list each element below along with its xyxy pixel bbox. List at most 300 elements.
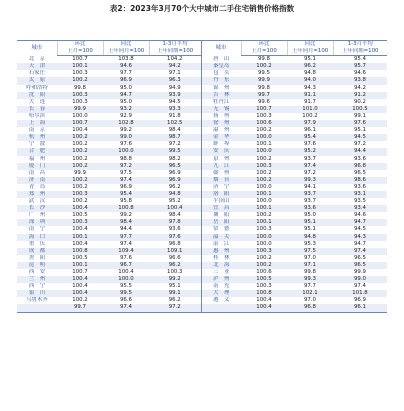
index-value-cell: 92.9: [119, 112, 132, 119]
index-value-cell: 96.9: [168, 169, 181, 176]
index-value-cell: 93.4: [333, 205, 387, 212]
index-value-cell: 100.2: [256, 254, 272, 261]
header-mom-right: 环比: [241, 41, 287, 49]
city-cell: 昆 明: [17, 262, 57, 269]
index-value-cell: 100.1: [57, 262, 103, 269]
index-value-cell: 97.2: [168, 141, 181, 148]
city-cell: 泉 州: [201, 156, 241, 163]
index-value-cell: 97.7: [119, 70, 132, 77]
index-value-cell: 93.6: [168, 226, 181, 233]
index-value-cell: 94.7: [353, 240, 366, 247]
index-value-cell: 98.7: [149, 134, 201, 141]
index-value-cell: 99.9: [241, 77, 287, 84]
index-value-cell: 94.7: [103, 92, 149, 99]
city-cell: 三 亚: [201, 269, 241, 276]
index-value-cell: 97.2: [353, 141, 366, 148]
city-cell: 扬 州: [201, 113, 241, 120]
index-value-cell: 95.1: [168, 283, 181, 290]
table-row: [17, 248, 387, 255]
index-value-cell: 93.7: [303, 155, 316, 162]
city-cell: 南 宁: [28, 226, 46, 233]
city-cell: 上 海: [17, 120, 57, 127]
index-value-cell: 99.0: [333, 276, 387, 283]
index-value-cell: 99.2: [119, 127, 132, 134]
index-value-cell: 97.0: [303, 297, 316, 304]
city-cell: 襄 阳: [201, 212, 241, 219]
index-value-cell: 99.8: [257, 56, 270, 63]
index-value-cell: 99.2: [119, 212, 132, 219]
index-value-cell: 95.0: [119, 84, 132, 91]
table-row: [17, 70, 387, 77]
table-row: [17, 148, 387, 155]
index-value-cell: 95.8: [119, 198, 132, 205]
index-value-cell: 100.0: [241, 134, 287, 141]
index-value-cell: 96.9: [149, 177, 201, 184]
index-value-cell: 99.9: [73, 169, 86, 176]
city-cell: 平顶山: [201, 198, 241, 205]
index-value-cell: 100.0: [241, 148, 287, 155]
index-value-cell: 100.2: [57, 134, 103, 141]
city-cell: 洛 阳: [201, 191, 241, 198]
table-row: [17, 127, 387, 134]
table-row: [17, 184, 387, 191]
index-value-cell: 97.4: [103, 304, 149, 312]
city-cell: 海 口: [17, 234, 57, 241]
index-value-cell: 103.8: [118, 56, 134, 63]
index-value-cell: 99.5: [103, 290, 149, 297]
index-value-cell: 100.8: [103, 205, 149, 212]
index-value-cell: 97.6: [119, 141, 132, 148]
index-value-cell: 95.2: [168, 198, 181, 205]
header-mom-left: 环比: [57, 41, 103, 49]
index-value-cell: 100.6: [256, 269, 272, 275]
index-value-cell: 97.6: [333, 120, 387, 127]
header-yoy-left: 同比: [103, 41, 149, 49]
city-cell: 重 庆: [28, 240, 46, 247]
city-cell: 福 州: [28, 155, 46, 162]
index-value-cell: 99.3: [287, 276, 333, 283]
index-value-cell: 96.2: [287, 63, 333, 70]
index-value-cell: 97.1: [168, 70, 181, 77]
index-value-cell: 91.2: [333, 92, 387, 99]
index-value-cell: 100.4: [118, 269, 134, 275]
index-value-cell: 93.5: [353, 198, 366, 205]
index-value-cell: 93.1: [333, 191, 387, 198]
index-value-cell: 97.9: [287, 120, 333, 127]
index-value-cell: 100.1: [241, 219, 287, 226]
table-row: [17, 262, 387, 269]
city-cell: 厦 门: [17, 163, 57, 170]
index-value-cell: 97.4: [333, 248, 387, 255]
index-value-cell: 100.2: [241, 262, 287, 269]
index-value-cell: 100.4: [241, 304, 287, 312]
index-value-cell: 100.2: [72, 141, 88, 148]
index-value-cell: 94.3: [333, 234, 387, 241]
index-value-cell: 101.0: [287, 106, 333, 113]
index-value-cell: 100.3: [72, 98, 88, 105]
index-value-cell: 100.5: [72, 254, 88, 261]
table-row: [17, 85, 387, 92]
city-cell: 南 充: [201, 283, 241, 290]
index-value-cell: 95.4: [103, 191, 149, 198]
index-value-cell: 97.6: [303, 141, 316, 148]
index-value-cell: 97.6: [149, 234, 201, 241]
index-value-cell: 97.6: [119, 254, 132, 261]
table-row: [17, 304, 387, 312]
city-cell: 泸 州: [201, 276, 241, 283]
table-row: [17, 63, 387, 70]
city-cell: 乌鲁木齐: [26, 297, 48, 304]
index-value-cell: 109.1: [149, 248, 201, 255]
index-value-cell: 98.4: [103, 219, 149, 226]
index-value-cell: 98.4: [168, 127, 181, 134]
index-value-cell: 100.8: [241, 290, 287, 297]
table-row: [17, 56, 387, 64]
index-value-cell: 94.6: [353, 70, 366, 77]
city-cell: 安 庆: [201, 148, 241, 155]
table-row: [17, 191, 387, 198]
index-value-cell: 97.2: [303, 169, 316, 176]
index-value-cell: 100.4: [72, 127, 88, 134]
city-cell: 烟 台: [201, 177, 241, 184]
header-yoy-right: 同比: [287, 41, 333, 49]
index-value-cell: 95.5: [119, 283, 132, 290]
index-value-cell: 100.7: [57, 120, 103, 127]
index-value-cell: 99.3: [287, 177, 333, 184]
table-row: [17, 198, 387, 205]
index-value-cell: 97.5: [287, 248, 333, 255]
city-cell: 锦 州: [201, 85, 241, 92]
index-value-cell: 100.2: [57, 177, 103, 184]
index-value-cell: 96.2: [168, 183, 181, 190]
index-value-cell: 94.5: [353, 226, 366, 233]
page-title: 表2：2023年3月70个大中城市二手住宅销售价格指数: [109, 4, 295, 13]
index-value-cell: 95.4: [287, 134, 333, 141]
index-value-cell: 100.1: [241, 205, 287, 212]
index-value-cell: 96.9: [103, 77, 149, 84]
table-row: [17, 134, 387, 141]
subheader-mom-right: 上月=100: [241, 48, 287, 56]
index-value-cell: 94.5: [333, 134, 387, 141]
index-value-cell: 100.2: [256, 127, 272, 134]
city-cell: 大 理: [201, 290, 241, 297]
index-value-cell: 99.9: [57, 106, 103, 113]
header-city-left: 城市: [17, 41, 57, 56]
index-value-cell: 96.9: [353, 297, 366, 304]
index-value-cell: 96.2: [168, 297, 181, 304]
city-cell: 贵 阳: [28, 254, 46, 261]
index-value-cell: 97.4: [353, 283, 366, 290]
index-value-cell: 95.0: [119, 98, 132, 105]
index-value-cell: 99.8: [73, 84, 86, 91]
index-value-cell: 97.4: [287, 163, 333, 170]
index-value-cell: 99.1: [353, 112, 366, 119]
city-cell: 广 州: [28, 212, 46, 219]
index-value-cell: 100.4: [72, 226, 88, 233]
city-cell: [201, 304, 241, 312]
table-row: [17, 297, 387, 304]
index-value-cell: 96.3: [149, 77, 201, 84]
header-avg-left: 1-3月平均: [149, 41, 201, 49]
city-cell: 杭 州: [17, 134, 57, 141]
city-cell: 韶 关: [201, 234, 241, 241]
table-row: [17, 290, 387, 297]
index-value-cell: 95.2: [287, 148, 333, 155]
index-value-cell: 99.6: [257, 98, 270, 105]
index-value-cell: 100.5: [241, 276, 287, 283]
index-value-cell: 97.7: [103, 234, 149, 241]
index-value-cell: 100.4: [149, 205, 201, 212]
city-cell: 沈 阳: [17, 92, 57, 99]
index-value-cell: 93.9: [149, 92, 201, 99]
index-value-cell: 99.7: [57, 304, 103, 312]
index-value-cell: 98.6: [333, 177, 387, 184]
index-value-cell: 94.8: [149, 191, 201, 198]
index-value-cell: 98.2: [168, 155, 181, 162]
table-row: [17, 170, 387, 177]
index-value-cell: 102.5: [149, 120, 201, 127]
index-value-cell: 100.3: [57, 191, 103, 198]
index-value-cell: 95.1: [303, 226, 316, 233]
index-value-cell: 96.2: [149, 262, 201, 269]
index-value-cell: 96.7: [103, 262, 149, 269]
index-value-cell: 94.6: [353, 212, 366, 219]
index-value-cell: 100.2: [72, 297, 88, 304]
city-cell: 徐 州: [201, 120, 241, 127]
index-value-cell: 96.9: [119, 183, 132, 190]
index-value-cell: 100.6: [241, 120, 287, 127]
city-cell: 常 德: [201, 226, 241, 233]
index-value-cell: 94.4: [119, 226, 132, 233]
index-value-cell: 100.4: [72, 240, 88, 247]
index-value-cell: 97.2: [103, 163, 149, 170]
index-value-cell: 100.3: [241, 163, 287, 170]
table-row: [17, 241, 387, 248]
table-row: [17, 205, 387, 212]
index-value-cell: 100.3: [256, 283, 272, 290]
index-value-cell: 99.8: [257, 84, 270, 91]
index-value-cell: 100.4: [72, 283, 88, 290]
index-value-cell: 100.4: [256, 297, 272, 304]
city-cell: 无 锡: [201, 106, 241, 113]
index-value-cell: 93.6: [353, 155, 366, 162]
index-value-cell: 100.0: [241, 234, 287, 241]
index-value-cell: 96.5: [353, 254, 366, 261]
index-value-cell: 100.2: [72, 198, 88, 205]
index-value-cell: 96.5: [149, 163, 201, 170]
index-value-cell: 94.9: [168, 84, 181, 91]
index-value-cell: 94.5: [168, 98, 181, 105]
index-value-cell: 100.4: [57, 205, 103, 212]
city-cell: 太 原: [17, 77, 57, 84]
table-row: [17, 77, 387, 84]
index-value-cell: 96.6: [168, 254, 181, 261]
index-value-cell: 100.1: [57, 63, 103, 70]
index-value-cell: 97.1: [287, 262, 333, 269]
index-value-cell: 96.8: [333, 163, 387, 170]
index-value-cell: 100.7: [72, 56, 88, 63]
index-value-cell: 91.7: [303, 98, 316, 105]
city-cell: 济 南: [17, 177, 57, 184]
city-cell: 哈尔滨: [28, 112, 46, 119]
price-index-table: [17, 40, 387, 313]
city-cell: 深 圳: [17, 219, 57, 226]
city-cell: 西 安: [28, 269, 46, 275]
city-cell: 牡丹江: [201, 99, 241, 106]
city-cell: [17, 304, 57, 312]
index-value-cell: 100.3: [241, 248, 287, 255]
index-value-cell: 96.1: [303, 127, 316, 134]
city-cell: 长 沙: [17, 205, 57, 212]
table-row: [17, 177, 387, 184]
city-cell: 郑 州: [17, 191, 57, 198]
city-cell: 武 汉: [28, 198, 46, 205]
index-value-cell: 100.0: [256, 240, 272, 247]
index-value-cell: 100.3: [57, 92, 103, 99]
city-cell: 长 春: [17, 106, 57, 113]
table-row: [17, 255, 387, 262]
index-value-cell: 100.2: [72, 183, 88, 190]
city-cell: 温 州: [201, 127, 241, 134]
subheader-mom-left: 上月=100: [57, 48, 103, 56]
city-cell: 宁 波: [28, 141, 46, 148]
city-cell: 丹 东: [201, 77, 241, 84]
index-value-cell: 100.1: [241, 191, 287, 198]
city-cell: 吉 林: [201, 92, 241, 99]
index-value-cell: 94.1: [303, 183, 316, 190]
index-value-cell: 99.5: [257, 70, 270, 77]
index-value-cell: 96.6: [119, 297, 132, 304]
table-row: [17, 156, 387, 163]
city-cell: 北 海: [201, 262, 241, 269]
subheader-yoy-right: 上年同月=100: [287, 48, 333, 56]
index-value-cell: 99.2: [149, 276, 201, 283]
table-row: [17, 106, 387, 113]
table-body: [17, 56, 387, 312]
index-value-cell: 94.8: [303, 70, 316, 77]
index-value-cell: 94.0: [287, 77, 333, 84]
index-value-cell: 100.2: [241, 63, 287, 70]
table-row: [17, 269, 387, 276]
index-value-cell: 96.5: [333, 262, 387, 269]
index-value-cell: 94.4: [333, 148, 387, 155]
city-cell: 银 川: [17, 290, 57, 297]
table-row: [17, 99, 387, 106]
index-value-cell: 100.1: [256, 141, 272, 148]
subheader-yoy-left: 上年同月=100: [103, 48, 149, 56]
index-value-cell: 95.4: [353, 56, 366, 63]
index-value-cell: 100.2: [302, 112, 318, 119]
index-value-cell: 100.0: [72, 112, 88, 119]
city-cell: 南 京: [28, 127, 46, 134]
city-cell: 桂 林: [201, 255, 241, 262]
table-row: [17, 234, 387, 241]
city-cell: 湛 江: [201, 241, 241, 248]
table-row: [17, 113, 387, 120]
index-value-cell: 109.4: [103, 248, 149, 255]
index-value-cell: 95.0: [303, 212, 316, 219]
index-value-cell: 99.7: [241, 92, 287, 99]
subheader-avg-left: 上年同期=100: [149, 48, 201, 56]
index-value-cell: 93.8: [333, 77, 387, 84]
city-cell: 呼和浩特: [26, 84, 48, 91]
index-value-cell: 100.0: [103, 148, 149, 155]
city-cell: 北 京: [28, 55, 46, 62]
city-cell: 兰 州: [17, 276, 57, 283]
index-value-cell: 100.3: [256, 112, 272, 119]
city-cell: 金 华: [201, 134, 241, 141]
index-value-cell: 100.1: [57, 234, 103, 241]
index-value-cell: 97.2: [149, 304, 201, 312]
index-value-cell: 100.7: [241, 106, 287, 113]
table-row: [17, 212, 387, 219]
header-avg-right: 1-3月平均: [333, 41, 387, 49]
index-value-cell: 96.8: [287, 304, 333, 312]
index-value-cell: 100.2: [256, 169, 272, 176]
city-cell: 赣 州: [201, 170, 241, 177]
city-cell: 大 连: [28, 98, 46, 105]
city-cell: 南 昌: [28, 169, 46, 176]
index-value-cell: 95.1: [353, 127, 366, 134]
header-city-right: 城市: [201, 41, 241, 56]
city-cell: 唐 山: [201, 56, 241, 64]
index-value-cell: 96.1: [333, 304, 387, 312]
index-value-cell: 100.0: [256, 183, 272, 190]
city-cell: 西 宁: [28, 283, 46, 290]
index-value-cell: 99.8: [303, 269, 316, 275]
index-value-cell: 96.5: [353, 169, 366, 176]
index-value-cell: 93.6: [353, 183, 366, 190]
table-row: [17, 120, 387, 127]
city-cell: 合 肥: [17, 148, 57, 155]
index-value-cell: 94.2: [353, 84, 366, 91]
index-value-cell: 95.3: [303, 240, 316, 247]
index-value-cell: 91.1: [287, 92, 333, 99]
index-value-cell: 100.2: [57, 163, 103, 170]
table-row: [17, 141, 387, 148]
index-value-cell: 104.2: [167, 56, 183, 63]
table-row: [17, 163, 387, 170]
table-row: [17, 219, 387, 226]
index-value-cell: 91.8: [168, 112, 181, 119]
index-value-cell: 100.2: [256, 155, 272, 162]
table-row: [17, 276, 387, 283]
city-cell: 济 宁: [201, 184, 241, 191]
index-value-cell: 96.8: [168, 240, 181, 247]
table-row: [17, 283, 387, 290]
index-value-cell: 99.1: [149, 290, 201, 297]
index-value-cell: 102.8: [103, 120, 149, 127]
index-value-cell: 100.4: [57, 290, 103, 297]
index-value-cell: 99.5: [149, 148, 201, 155]
index-value-cell: 100.2: [57, 77, 103, 84]
index-value-cell: 93.2: [103, 106, 149, 113]
index-value-cell: 93.6: [287, 205, 333, 212]
city-cell: 宜 昌: [201, 205, 241, 212]
index-value-cell: 90.2: [353, 98, 366, 105]
index-value-cell: 97.7: [303, 283, 316, 290]
index-value-cell: 100.0: [256, 198, 272, 205]
city-cell: 遵 义: [201, 297, 241, 304]
index-value-cell: 93.3: [149, 106, 201, 113]
subheader-avg-right: 上年同期=100: [333, 48, 387, 56]
index-value-cell: 100.5: [72, 212, 88, 219]
index-value-cell: 97.4: [103, 177, 149, 184]
index-value-cell: 100.3: [57, 219, 103, 226]
city-cell: 石家庄: [28, 70, 46, 77]
city-cell: 成 都: [17, 248, 57, 255]
index-value-cell: 100.5: [333, 106, 387, 113]
